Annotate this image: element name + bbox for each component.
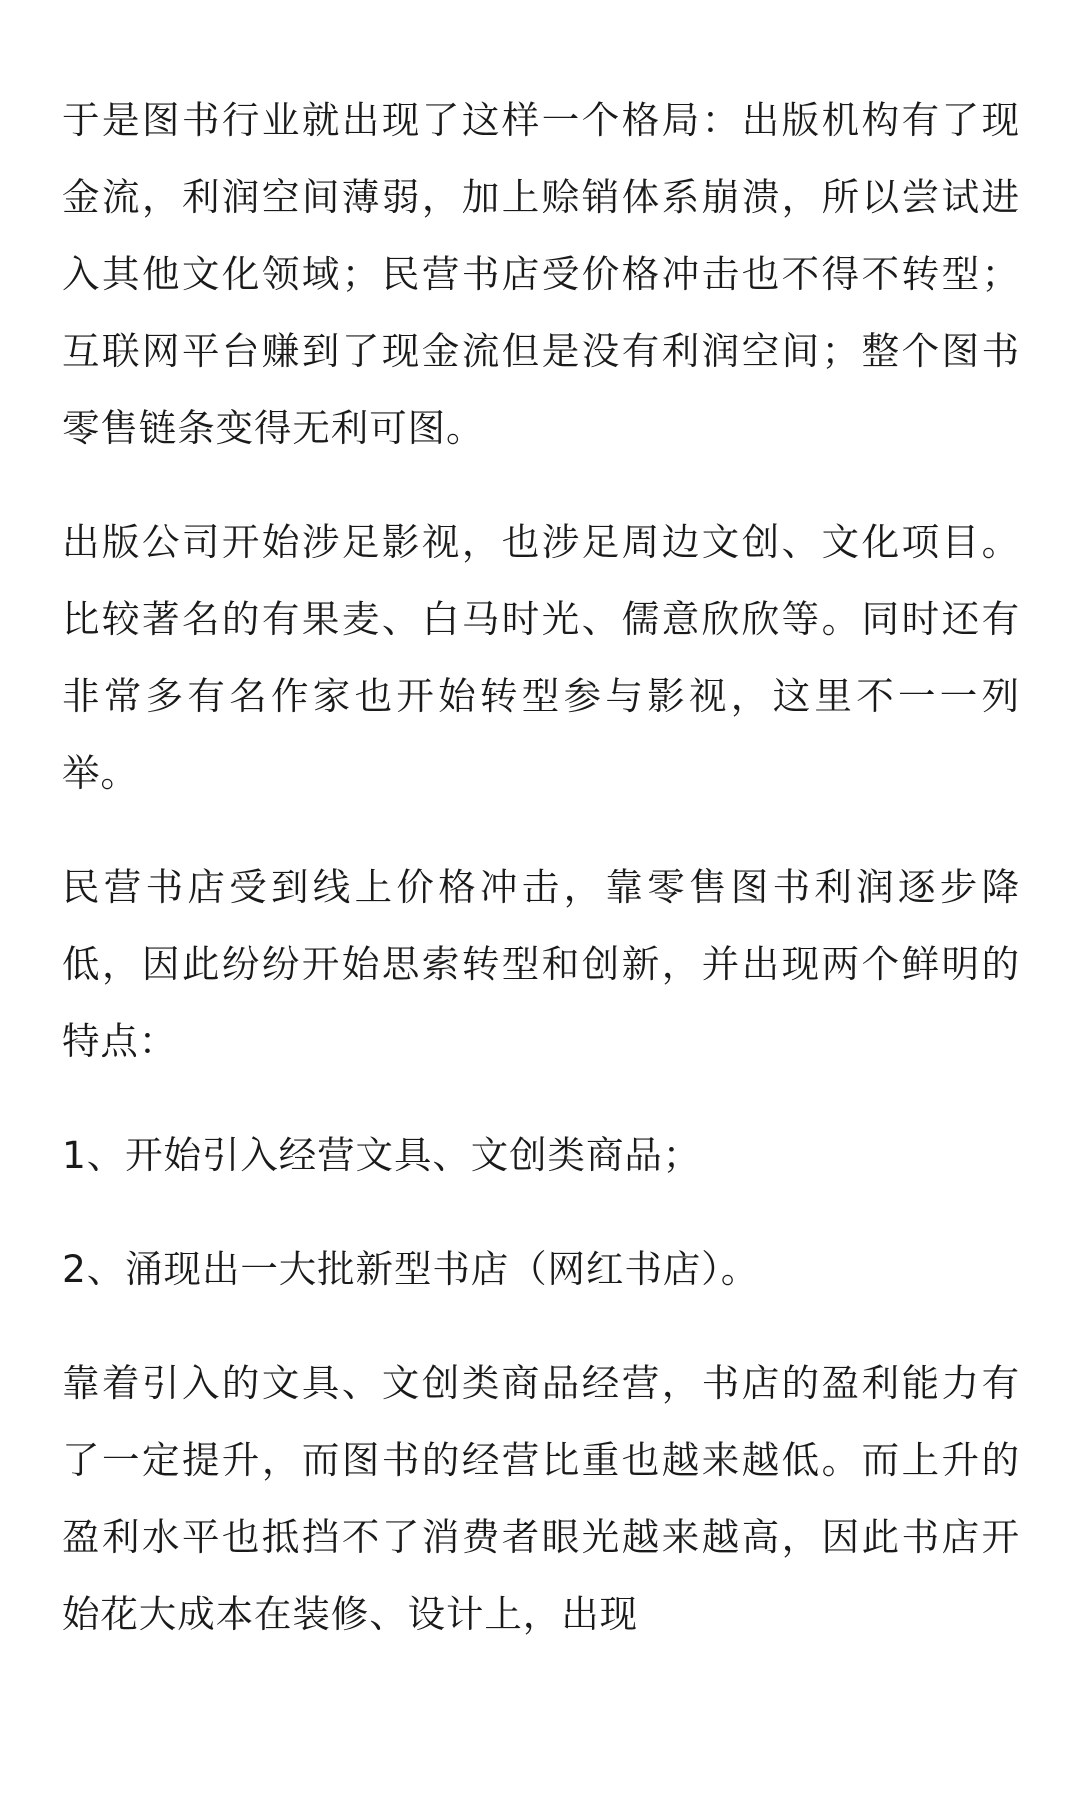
- paragraph-profitability: 靠着引入的文具、文创类商品经营，书店的盈利能力有了一定提升，而图书的经营比重也越来越低。而上升的盈利水平也抵挡不了消费者眼光越来越高，因此书店开始花大成本在装修、设计上，出现: [62, 1361, 1020, 1636]
- article-body: [62, 82, 1020, 1690]
- paragraph-publishers-film: 出版公司开始涉足影视，也涉足周边文创、文化项目。比较著名的有果麦、白马时光、儒意欣欣等。同时还有非常多有名作家也开始转型参与影视，这里不一一列举。: [62, 520, 1020, 795]
- list-item-stationery: 1、开始引入经营文具、文创类商品；: [62, 1133, 702, 1177]
- paragraph-industry-pattern: 于是图书行业就出现了这样一个格局：出版机构有了现金流，利润空间薄弱，加上赊销体系崩溃，所以尝试进入其他文化领域；民营书店受价格冲击也不得不转型；互联网平台赚到了现金流但是没有利润空间；整个图书零售链条变得无利可图。: [62, 98, 1020, 450]
- list-item-new-bookstores: 2、涌现出一大批新型书店（网红书店）。: [62, 1247, 760, 1291]
- paragraph-private-bookstores: 民营书店受到线上价格冲击，靠零售图书利润逐步降低，因此纷纷开始思索转型和创新，并出现两个鲜明的特点：: [62, 865, 1020, 1063]
